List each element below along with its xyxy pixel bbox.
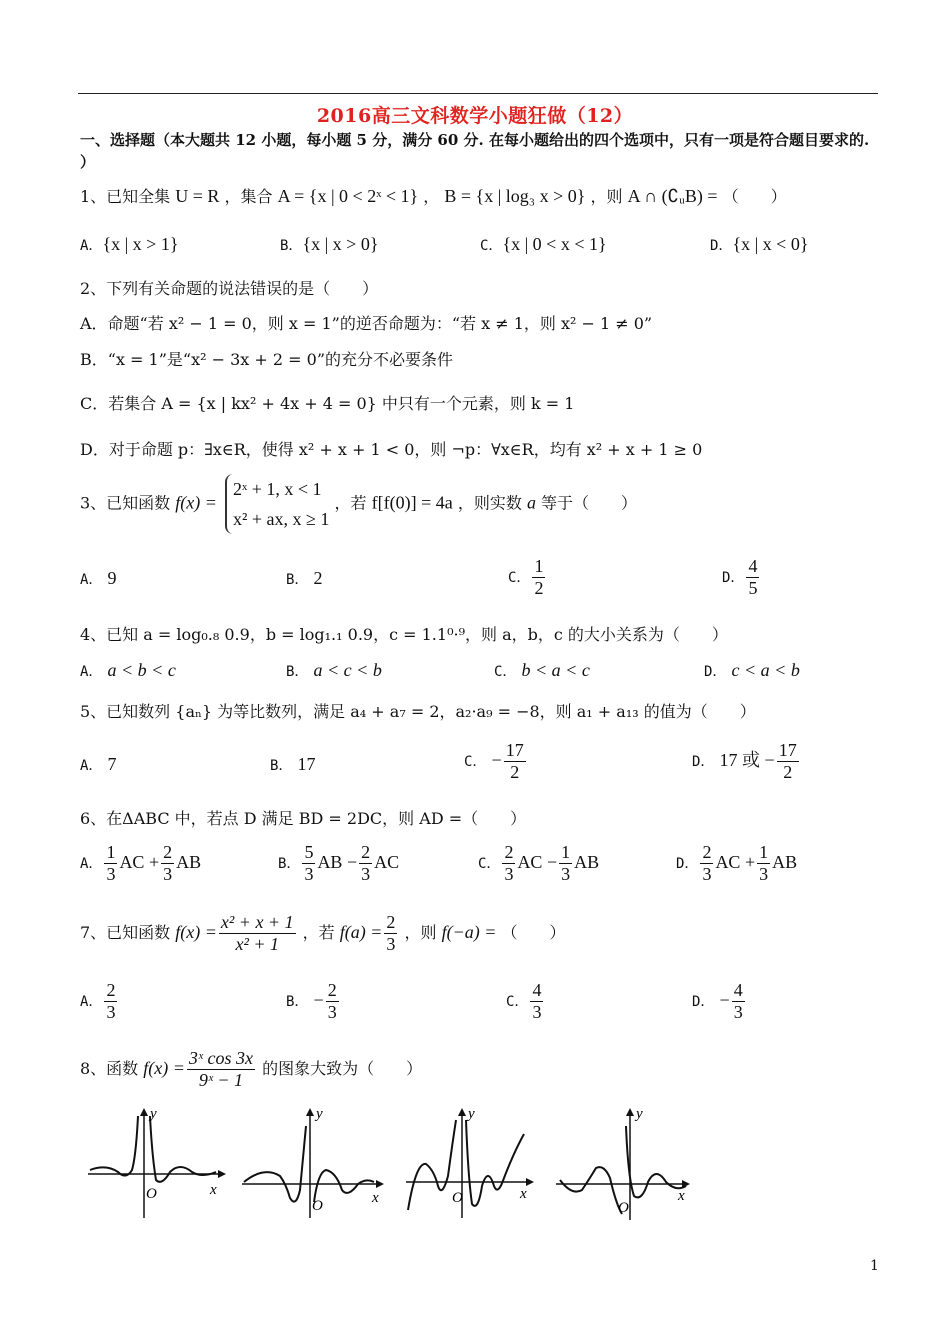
page-title: 2016高三文科数学小题狂做（12） xyxy=(316,105,634,127)
q1-universe: U = R xyxy=(175,186,220,206)
q7-paren: （ ） xyxy=(501,923,566,942)
q3-condition: f[f(0)] = 4a xyxy=(371,492,453,513)
q5-option-d: $\frac{17}{2}$ xyxy=(778,740,797,782)
q6-option-a-label: A． xyxy=(80,856,103,872)
q1-option-c-label: C． xyxy=(480,238,503,254)
question-1 xyxy=(80,184,787,207)
q2-option-a: A．命题“若 x² − 1 = 0，则 x = 1”的逆否命题为：“若 x ≠ 1，则 x² − 1 ≠ 0” xyxy=(80,314,653,333)
q8-fraction: $\frac{\text{3ˣ cos 3x}}{\text{9ˣ − 1}}$ xyxy=(188,1048,253,1090)
graph-a-x-label: x xyxy=(210,1182,217,1198)
q7-fraction: $\frac{\text{x² + x + 1}}{\text{x² + 1}}$ xyxy=(220,912,294,954)
q3-text-3: ，则实数 xyxy=(457,493,522,513)
graph-d-origin-label: O xyxy=(618,1200,629,1216)
q3-case-2: x² + ax, x ≥ 1 xyxy=(233,509,330,529)
q4-option-c-label: C． xyxy=(494,664,517,680)
q2-option-c: C．若集合 A = {x | kx² + 4x + 4 = 0} 中只有一个元素，则 k = 1 xyxy=(80,394,575,413)
q1-option-c: {x | 0 < x < 1} xyxy=(502,234,607,254)
q4-option-a: a < b < c xyxy=(107,660,176,680)
graph-b-origin-label: O xyxy=(312,1198,323,1214)
q6-option-b-end: AC xyxy=(374,852,400,872)
q7-option-b: $\frac{2}{3}$ xyxy=(327,980,337,1022)
graph-b-y-label: y xyxy=(316,1106,323,1122)
q1-text: 1、已知全集 xyxy=(80,187,171,206)
q7-option-a: $\frac{2}{3}$ xyxy=(106,980,116,1022)
q6-option-c-label: C． xyxy=(478,856,501,872)
q6-option-b-label: B． xyxy=(278,856,301,872)
q2-option-b: B．“x = 1”是“x² − 3x + 2 = 0”的充分不必要条件 xyxy=(80,350,453,369)
q4-option-b-label: B． xyxy=(286,664,309,680)
q4-option-a-label: A． xyxy=(80,664,103,680)
q8-text-2: 的图象大致为（ ） xyxy=(262,1059,423,1078)
q5-option-a-label: A． xyxy=(80,758,103,774)
graph-d xyxy=(556,1106,690,1220)
q1-option-d: {x | x < 0} xyxy=(732,234,809,254)
section-heading: 一、选择题（本大题共 12 小题，每小题 5 分，满分 60 分. 在每小题给出的四个选项中，只有一项是符合题目要求的. ） xyxy=(80,131,870,171)
q3-option-c: $\frac{1}{2}$ xyxy=(534,556,544,598)
q3-case-1: 2ˣ + 1, x < 1 xyxy=(233,479,322,499)
q5-option-d-prefix: 17 或 − xyxy=(719,750,775,770)
q1-option-a: {x | x > 1} xyxy=(102,234,179,254)
q4-option-c: b < a < c xyxy=(521,660,590,680)
q5-option-c-sign: − xyxy=(491,750,502,770)
q3-option-a-label: A． xyxy=(80,572,103,588)
q3-variable: a xyxy=(526,492,536,513)
q7-option-b-label: B． xyxy=(286,994,309,1010)
q1-paren: （ ） xyxy=(722,187,787,206)
question-8 xyxy=(80,1048,422,1091)
q2-option-d: D．对于命题 p：∃x∈R，使得 x² + x + 1 < 0，则 ¬p：∀x∈R，均有 x² + x + 1 ≥ 0 xyxy=(80,440,703,459)
q5-option-b-label: B． xyxy=(270,758,293,774)
graph-a-origin-label: O xyxy=(146,1186,157,1202)
graph-c-x-label: x xyxy=(520,1186,527,1202)
q1-set-a: A = {x | 0 < 2ˣ < 1} xyxy=(277,186,419,206)
q3-option-d: $\frac{4}{5}$ xyxy=(748,556,758,598)
q7-text-2: ，若 xyxy=(302,923,335,942)
q1-text-2: ，集合 xyxy=(224,187,273,206)
q3-function: f(x) = xyxy=(175,492,217,513)
question-3 xyxy=(80,474,637,534)
question-2: 2、下列有关命题的说法错误的是（ ） xyxy=(80,279,379,298)
q6-option-c-mid: AC − xyxy=(517,852,558,872)
graph-d-x-label: x xyxy=(678,1188,685,1204)
q6-option-b-mid: AB − xyxy=(317,852,358,872)
graph-a-y-label: y xyxy=(150,1106,157,1122)
q7-option-b-sign: − xyxy=(313,990,324,1010)
q8-graphs xyxy=(86,1106,706,1226)
q7-text-3: ，则 xyxy=(404,923,437,942)
q4-option-d-label: D． xyxy=(704,664,727,680)
q7-option-d: $\frac{4}{3}$ xyxy=(733,980,743,1022)
q7-fa-value: $\frac{2}{3}$ xyxy=(386,912,396,954)
q5-option-c-label: C． xyxy=(464,754,487,770)
graph-a xyxy=(88,1106,226,1218)
q3-option-c-label: C． xyxy=(508,570,531,586)
q4-option-d: c < a < b xyxy=(731,660,800,680)
q1-text-4: ，则 xyxy=(590,187,623,206)
question-5: 5、已知数列 {aₙ} 为等比数列，满足 a₄ + a₇ = 2，a₂·a₉ = −8，则 a₁ + a₁₃ 的值为（ ） xyxy=(80,702,756,721)
q3-option-b: 2 xyxy=(313,568,323,588)
q7-option-d-sign: − xyxy=(719,990,730,1010)
q7-option-a-label: A． xyxy=(80,994,103,1010)
graph-c xyxy=(406,1106,534,1218)
q6-option-d-end: AB xyxy=(772,852,798,872)
q1-option-b-label: B． xyxy=(280,238,303,254)
top-rule xyxy=(78,93,878,94)
graph-b-x-label: x xyxy=(372,1190,379,1206)
q1-set-b: B = {x | log₃ x > 0} xyxy=(444,186,586,206)
q5-option-d-label: D． xyxy=(692,754,715,770)
q1-expression: A ∩ (∁ᵤB) = xyxy=(627,186,718,206)
q4-option-b: a < c < b xyxy=(313,660,382,680)
q7-fa: f(a) = xyxy=(339,922,383,942)
q3-text: 3、已知函数 xyxy=(80,493,171,513)
graph-d-y-label: y xyxy=(636,1106,643,1122)
q1-text-3: ， xyxy=(423,187,440,206)
q3-option-d-label: D． xyxy=(722,570,745,586)
q7-option-c: $\frac{4}{3}$ xyxy=(532,980,542,1022)
q7-function: f(x) = xyxy=(175,922,217,942)
q3-text-4: 等于（ ） xyxy=(541,493,638,513)
q7-option-d-label: D． xyxy=(692,994,715,1010)
q3-option-b-label: B． xyxy=(286,572,309,588)
q5-option-b: 17 xyxy=(297,754,316,774)
q1-option-d-label: D． xyxy=(710,238,733,254)
q3-option-a: 9 xyxy=(107,568,117,588)
page-number: 1 xyxy=(870,1258,879,1274)
q7-text: 7、已知函数 xyxy=(80,923,171,942)
q6-option-c-end: AB xyxy=(574,852,600,872)
q5-option-c: $\frac{17}{2}$ xyxy=(505,740,524,782)
q3-piecewise xyxy=(225,474,329,534)
question-7 xyxy=(80,912,566,955)
q8-function: f(x) = xyxy=(143,1058,185,1078)
q3-text-2: ，若 xyxy=(334,493,367,513)
q6-option-a-mid: AC + xyxy=(119,852,160,872)
q7-f-neg-a: f(−a) = xyxy=(441,922,497,942)
q6-option-a-end: AB xyxy=(176,852,202,872)
q6-option-d-label: D． xyxy=(676,856,699,872)
question-4: 4、已知 a = log₀.₈ 0.9，b = log₁.₁ 0.9，c = 1.1⁰·⁹，则 a，b，c 的大小关系为（ ） xyxy=(80,625,728,644)
q8-text: 8、函数 xyxy=(80,1059,139,1078)
q5-option-a: 7 xyxy=(107,754,117,774)
q7-option-c-label: C． xyxy=(506,994,529,1010)
q1-option-a-label: A． xyxy=(80,238,103,254)
graph-b xyxy=(242,1106,384,1218)
graph-c-y-label: y xyxy=(468,1106,475,1122)
graph-c-origin-label: O xyxy=(452,1190,463,1206)
question-6: 6、在ΔABC 中，若点 D 满足 BD = 2DC，则 AD =（ ） xyxy=(80,809,527,828)
q1-option-b: {x | x > 0} xyxy=(302,234,379,254)
q6-option-d-mid: AC + xyxy=(715,852,756,872)
